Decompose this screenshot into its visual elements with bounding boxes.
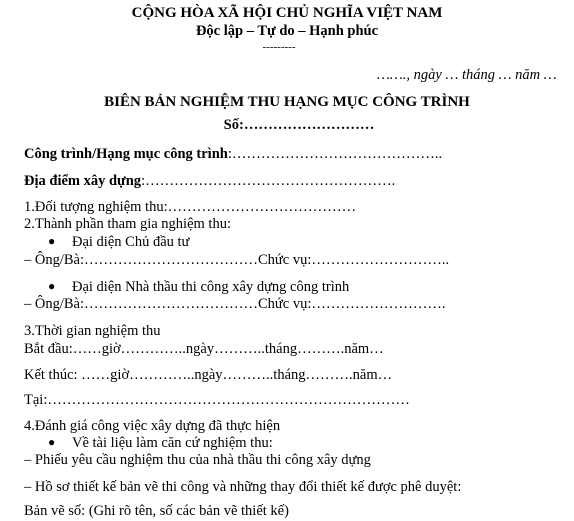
site-fill: :……………………………………………. — [141, 173, 396, 189]
section-1-object: 1.Đối tượng nghiệm thu:………………………………… — [24, 199, 357, 215]
date-line: ……., ngày … tháng … năm … — [377, 67, 557, 83]
site-label: Địa điểm xây dựng — [24, 173, 142, 189]
national-title: CỘNG HÒA XÃ HỘI CHỦ NGHĨA VIỆT NAM — [131, 5, 443, 21]
section-3-place: Tại:………………………………………………………………… — [24, 392, 410, 408]
section-2-heading: 2.Thành phần tham gia nghiệm thu: — [24, 216, 231, 232]
section-3-end: Kết thúc: ……giờ…………..ngày………..tháng……….năm… — [24, 367, 393, 383]
bullet-icon: ● — [48, 234, 56, 248]
section-2-bullet-contractor: Đại diện Nhà thầu thi công xây dựng công trình — [72, 279, 350, 295]
section-4-drawing-line: Bản vẽ số: (Ghi rõ tên, số các bản vẽ thiết kế) — [24, 503, 289, 519]
section-4-request-line: – Phiếu yêu cầu nghiệm thu của nhà thầu thi công xây dựng — [24, 452, 371, 468]
separator: --------- — [262, 41, 296, 53]
motto: Độc lập – Tự do – Hạnh phúc — [195, 23, 379, 39]
project-label: Công trình/Hạng mục công trình — [24, 146, 228, 162]
bullet-icon: ● — [48, 435, 56, 449]
site-line — [24, 173, 395, 190]
section-3-start: Bắt đầu:……giờ…………..ngày………..tháng……….năm… — [24, 341, 384, 357]
section-4-heading: 4.Đánh giá công việc xây dựng đã thực hiện — [24, 418, 281, 434]
section-3-heading: 3.Thời gian nghiệm thu — [24, 323, 161, 339]
document-number: Số:……………………… — [223, 117, 375, 133]
document-title: BIÊN BẢN NGHIỆM THU HẠNG MỤC CÔNG TRÌNH — [104, 94, 470, 110]
section-2-contractor-line: – Ông/Bà:………………………………Chức vụ:………………………. — [24, 296, 446, 312]
section-2-bullet-owner: Đại diện Chủ đầu tư — [72, 234, 190, 250]
project-line — [24, 146, 442, 163]
section-4-bullet-documents: Về tài liệu làm căn cứ nghiệm thu: — [72, 435, 273, 451]
bullet-icon: ● — [48, 279, 56, 293]
project-fill: :…………………………………….. — [227, 146, 443, 162]
section-2-owner-line: – Ông/Bà:………………………………Chức vụ:……………………….. — [24, 252, 450, 268]
section-4-design-line: – Hồ sơ thiết kế bản vẽ thi công và những thay đổi thiết kế được phê duyệt: — [24, 479, 462, 495]
